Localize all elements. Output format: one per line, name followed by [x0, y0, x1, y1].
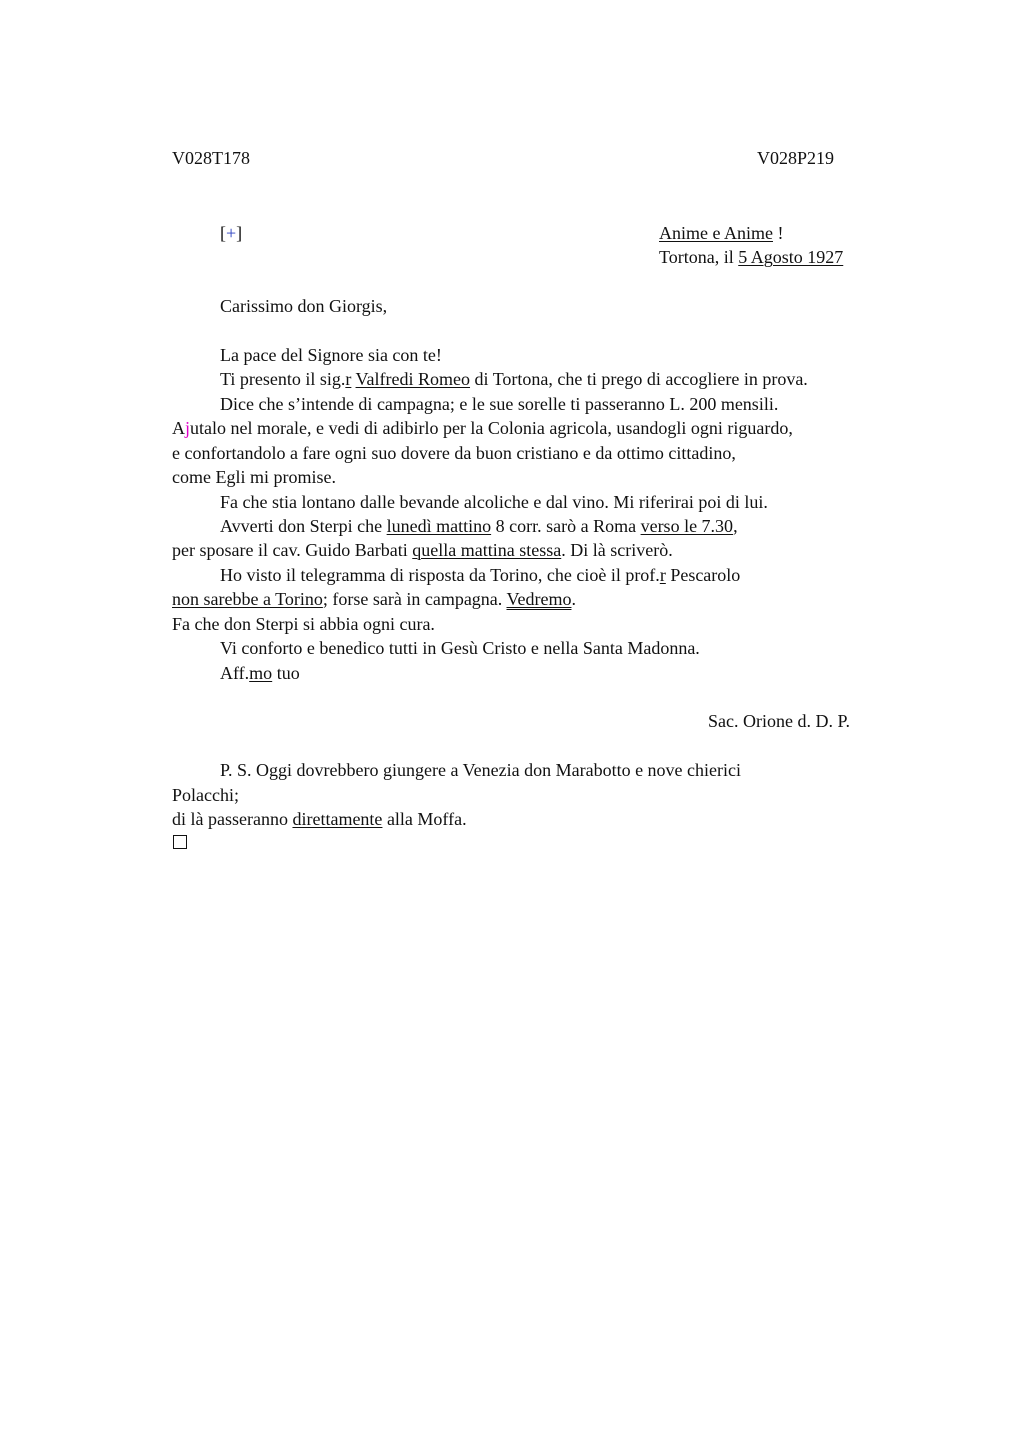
- motto-line: Anime e Anime !: [659, 223, 784, 243]
- cross-mark: [+]: [220, 223, 243, 243]
- postscript-line: P. S. Oggi dovrebbero giungere a Venezia don Marabotto e nove chierici: [220, 760, 742, 780]
- end-square-icon: [173, 835, 187, 849]
- body-line: non sarebbe a Torino; forse sarà in campagna. Vedremo.: [172, 589, 576, 609]
- body-line: Vi conforto e benedico tutti in Gesù Cristo e nella Santa Madonna.: [220, 638, 700, 658]
- place-date-line: Tortona, il 5 Agosto 1927: [659, 247, 844, 267]
- salutation: Carissimo don Giorgis,: [220, 296, 388, 316]
- cross-icon: +: [226, 223, 237, 243]
- header-left-code: V028T178: [172, 148, 250, 168]
- body-line: per sposare il cav. Guido Barbati quella mattina stessa. Di là scriverò.: [172, 540, 673, 560]
- body-line: Fa che don Sterpi si abbia ogni cura.: [172, 614, 435, 634]
- signature: Sac. Orione d. D. P.: [708, 711, 850, 731]
- postscript-line: Polacchi;: [172, 785, 239, 805]
- body-line: e confortandolo a fare ogni suo dovere da buon cristiano e da ottimo cittadino,: [172, 443, 736, 463]
- letter-date: 5 Agosto 1927: [738, 247, 844, 267]
- body-line: La pace del Signore sia con te!: [220, 345, 442, 365]
- closing-line: Aff.mo tuo: [220, 663, 300, 683]
- body-line: Fa che stia lontano dalle bevande alcoliche e dal vino. Mi riferirai poi di lui.: [220, 492, 768, 512]
- motto: Anime e Anime: [659, 223, 773, 243]
- body-line: Ajutalo nel morale, e vedi di adibirlo per la Colonia agricola, usandogli ogni riguardo,: [172, 418, 793, 438]
- body-line: Avverti don Sterpi che lunedì mattino 8 corr. sarò a Roma verso le 7.30,: [220, 516, 738, 536]
- body-line: Ho visto il telegramma di risposta da Torino, che cioè il prof.r Pescarolo: [220, 565, 741, 585]
- body-line: come Egli mi promise.: [172, 467, 336, 487]
- postscript-line: di là passeranno direttamente alla Moffa.: [172, 809, 467, 829]
- header-right-code: V028P219: [757, 148, 835, 168]
- name-underlined: Valfredi Romeo: [355, 369, 471, 389]
- body-line: Ti presento il sig.r Valfredi Romeo di Tortona, che ti prego di accogliere in prova.: [220, 369, 808, 389]
- body-line: Dice che s’intende di campagna; e le sue sorelle ti passeranno L. 200 mensili.: [220, 394, 779, 414]
